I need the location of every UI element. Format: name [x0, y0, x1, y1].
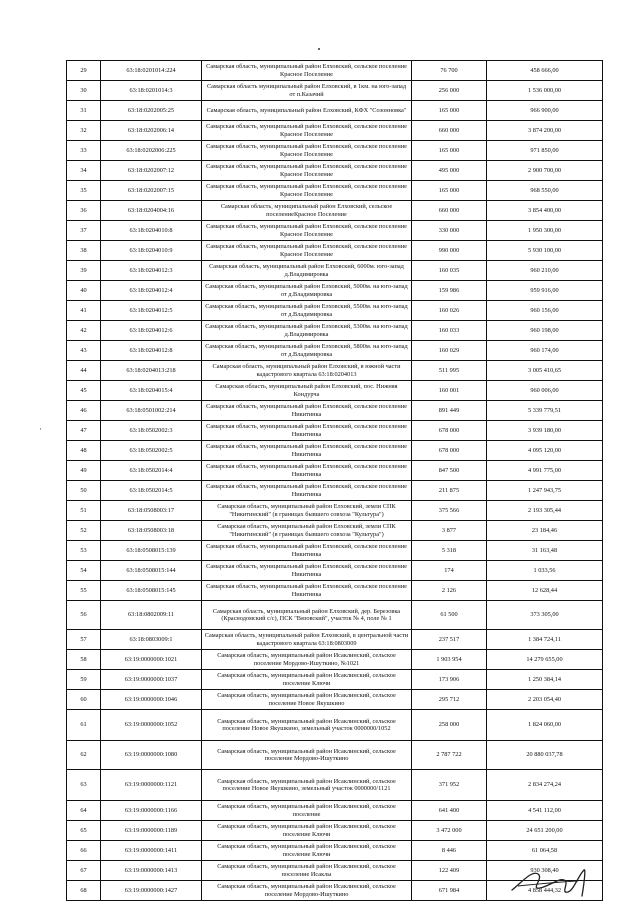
cadastral-number: 63:18:0803009:1 — [101, 630, 202, 650]
value-cell: 5 930 100,00 — [487, 241, 603, 261]
row-number: 50 — [67, 481, 101, 501]
cadastral-number: 63:18:0201014:3 — [101, 81, 202, 101]
area-cell: 122 409 — [412, 861, 487, 881]
cadastral-number: 63:18:0204004:16 — [101, 201, 202, 221]
cadastral-number: 63:18:0202007:15 — [101, 181, 202, 201]
table-row — [67, 281, 603, 301]
table-row — [67, 421, 603, 441]
address-cell: Самарская область, муниципальный район Елховский, 5000м. на юго-запад от д.Владимировка — [202, 281, 412, 301]
area-cell: 495 000 — [412, 161, 487, 181]
address-cell: Самарская область, муниципальный район Елховский, сельское поселение Никитинка — [202, 401, 412, 421]
cadastral-number: 63:18:0204015:4 — [101, 381, 202, 401]
cadastral-number: 63:18:0202006:225 — [101, 141, 202, 161]
area-cell: 2 126 — [412, 581, 487, 601]
row-number: 44 — [67, 361, 101, 381]
row-number: 45 — [67, 381, 101, 401]
area-cell: 165 000 — [412, 141, 487, 161]
area-cell: 237 517 — [412, 630, 487, 650]
table-row — [67, 321, 603, 341]
cadastral-number: 63:18:0204012:5 — [101, 301, 202, 321]
area-cell: 165 000 — [412, 101, 487, 121]
area-cell: 660 000 — [412, 121, 487, 141]
row-number: 37 — [67, 221, 101, 241]
address-cell: Самарская область, муниципальный район Елховский, сельское поселение Красное Поселение — [202, 241, 412, 261]
value-cell: 1 033,56 — [487, 561, 603, 581]
area-cell: 641 400 — [412, 801, 487, 821]
row-number: 34 — [67, 161, 101, 181]
row-number: 61 — [67, 710, 101, 741]
table-row — [67, 801, 603, 821]
address-cell: Самарская область, муниципальный район Елховский, земли СПК "Никитинский" (в границах бывшего совхоза "Культура") — [202, 521, 412, 541]
table-body — [67, 61, 603, 901]
scan-speck — [318, 48, 320, 50]
row-number: 46 — [67, 401, 101, 421]
row-number: 38 — [67, 241, 101, 261]
area-cell: 330 000 — [412, 221, 487, 241]
address-cell: Самарская область, муниципальный район Елховский, КФХ "Созонновка" — [202, 101, 412, 121]
table-row — [67, 161, 603, 181]
row-number: 31 — [67, 101, 101, 121]
area-cell: 3 877 — [412, 521, 487, 541]
value-cell: 12 628,44 — [487, 581, 603, 601]
table-row — [67, 221, 603, 241]
cadastral-number: 63:19:0000000:1046 — [101, 690, 202, 710]
row-number: 57 — [67, 630, 101, 650]
cadastral-number: 63:18:0204010:8 — [101, 221, 202, 241]
value-cell: 4 541 112,00 — [487, 801, 603, 821]
cadastral-number: 63:18:0802009:11 — [101, 601, 202, 630]
value-cell: 1 247 943,75 — [487, 481, 603, 501]
area-cell: 160 035 — [412, 261, 487, 281]
cadastral-number: 63:19:0000000:1037 — [101, 670, 202, 690]
value-cell: 1 536 000,00 — [487, 81, 603, 101]
row-number: 49 — [67, 461, 101, 481]
area-cell: 678 000 — [412, 421, 487, 441]
area-cell: 211 875 — [412, 481, 487, 501]
margin-mark: · — [39, 424, 42, 434]
row-number: 39 — [67, 261, 101, 281]
address-cell: Самарская область, муниципальный район Елховский, сельское поселение Никитинка — [202, 441, 412, 461]
cadastral-number: 63:18:0204012:4 — [101, 281, 202, 301]
value-cell: 2 900 700,00 — [487, 161, 603, 181]
table-row — [67, 101, 603, 121]
address-cell: Самарская область, муниципальный район Исаклинский, сельское поселение Мордово-Ишуткино, №1021 — [202, 650, 412, 670]
value-cell: 3 939 180,00 — [487, 421, 603, 441]
area-cell: 660 000 — [412, 201, 487, 221]
value-cell: 960 174,00 — [487, 341, 603, 361]
address-cell: Самарская область, муниципальный район Исаклинский, сельское поселение — [202, 801, 412, 821]
address-cell: Самарская область, муниципальный район Исаклинский, сельское поселение Новое Якушкино, земельный участок 0000000/1121 — [202, 770, 412, 801]
row-number: 63 — [67, 770, 101, 801]
area-cell: 295 712 — [412, 690, 487, 710]
row-number: 29 — [67, 61, 101, 81]
table-row — [67, 61, 603, 81]
address-cell: Самарская область, муниципальный район Елховский, сельское поселениеКрасное Поселение — [202, 201, 412, 221]
cadastral-number: 63:19:0000000:1427 — [101, 881, 202, 901]
area-cell: 847 500 — [412, 461, 487, 481]
row-number: 62 — [67, 741, 101, 770]
table-row — [67, 710, 603, 741]
row-number: 55 — [67, 581, 101, 601]
address-cell: Самарская область, муниципальный район Исаклинский, сельское поселение Ключи — [202, 670, 412, 690]
cadastral-number: 63:18:0501002:214 — [101, 401, 202, 421]
area-cell: 891 449 — [412, 401, 487, 421]
row-number: 48 — [67, 441, 101, 461]
table-row — [67, 770, 603, 801]
table-row — [67, 581, 603, 601]
address-cell: Самарская область, муниципальный район Исаклинский, сельское поселение Мордово-Ишуткино — [202, 881, 412, 901]
value-cell: 31 163,48 — [487, 541, 603, 561]
value-cell: 4 991 775,00 — [487, 461, 603, 481]
row-number: 54 — [67, 561, 101, 581]
cadastral-number: 63:19:0000000:1021 — [101, 650, 202, 670]
row-number: 43 — [67, 341, 101, 361]
table-row — [67, 690, 603, 710]
address-cell: Самарская область, муниципальный район Елховский, в южной части кадастрового квартала 63:18:0204013 — [202, 361, 412, 381]
cadastral-number: 63:18:0204010:9 — [101, 241, 202, 261]
table-row — [67, 841, 603, 861]
table-row — [67, 461, 603, 481]
row-number: 66 — [67, 841, 101, 861]
area-cell: 173 906 — [412, 670, 487, 690]
row-number: 64 — [67, 801, 101, 821]
row-number: 53 — [67, 541, 101, 561]
address-cell: Самарская область муниципальный район Елховский, в 1км. на юго-запад от п.Казачий — [202, 81, 412, 101]
address-cell: Самарская область, муниципальный район Елховский, сельское поселение Никитинка — [202, 581, 412, 601]
address-cell: Самарская область, муниципальный район Исаклинский, сельское поселение Ключи — [202, 821, 412, 841]
row-number: 58 — [67, 650, 101, 670]
row-number: 42 — [67, 321, 101, 341]
table-row — [67, 481, 603, 501]
address-cell: Самарская область, муниципальный район Елховский, земли СПК "Никитинский" (в границах бывшего совхоза "Культура") — [202, 501, 412, 521]
row-number: 30 — [67, 81, 101, 101]
address-cell: Самарская область, муниципальный район Елховский, сельское поселение Никитинка — [202, 561, 412, 581]
area-cell: 671 984 — [412, 881, 487, 901]
row-number: 65 — [67, 821, 101, 841]
address-cell: Самарская область, муниципальный район Елховский, пос. Нижняя Кондурча — [202, 381, 412, 401]
address-cell: Самарская область, муниципальный район Елховский, сельское поселение Никитинка — [202, 541, 412, 561]
cadastral-number: 63:18:0502002:3 — [101, 421, 202, 441]
area-cell: 76 700 — [412, 61, 487, 81]
table-row — [67, 670, 603, 690]
cadastral-number: 63:18:0204012:6 — [101, 321, 202, 341]
value-cell: 971 850,00 — [487, 141, 603, 161]
area-cell: 160 001 — [412, 381, 487, 401]
row-number: 36 — [67, 201, 101, 221]
address-cell: Самарская область, муниципальный район Елховский, сельское поселение Красное Поселение — [202, 181, 412, 201]
table-row — [67, 821, 603, 841]
value-cell: 1 950 300,00 — [487, 221, 603, 241]
value-cell: 23 184,46 — [487, 521, 603, 541]
address-cell: Самарская область, муниципальный район Исаклинский, сельское поселение Мордово-Ишуткино — [202, 741, 412, 770]
value-cell: 24 651 200,00 — [487, 821, 603, 841]
row-number: 33 — [67, 141, 101, 161]
cadastral-number: 63:18:0204013:218 — [101, 361, 202, 381]
cadastral-number: 63:19:0000000:1411 — [101, 841, 202, 861]
value-cell: 1 824 060,00 — [487, 710, 603, 741]
address-cell: Самарская область, муниципальный район Елховский, 6000м. юго-запад д.Владимировка — [202, 261, 412, 281]
table-row — [67, 181, 603, 201]
address-cell: Самарская область, муниципальный район Елховский, сельское поселение Красное Поселение — [202, 121, 412, 141]
address-cell: Самарская область, муниципальный район Елховский, сельское поселение Красное Поселение — [202, 141, 412, 161]
value-cell: 20 880 037,78 — [487, 741, 603, 770]
table-row — [67, 561, 603, 581]
area-cell: 1 903 954 — [412, 650, 487, 670]
cadastral-number: 63:18:0204012:3 — [101, 261, 202, 281]
row-number: 41 — [67, 301, 101, 321]
address-cell: Самарская область, муниципальный район Исаклинский, сельское поселение Новое Якушкино — [202, 690, 412, 710]
address-cell: Самарская область, муниципальный район Исаклинский, сельское поселение Исаклы — [202, 861, 412, 881]
row-number: 52 — [67, 521, 101, 541]
value-cell: 3 005 410,65 — [487, 361, 603, 381]
address-cell: Самарская область, муниципальный район Исаклинский, сельское поселение Ключи — [202, 841, 412, 861]
table-row — [67, 121, 603, 141]
address-cell: Самарская область, муниципальный район Исаклинский, сельское поселение Новое Якушкино, земельный участок 0000000/1052 — [202, 710, 412, 741]
row-number: 47 — [67, 421, 101, 441]
area-cell: 2 787 722 — [412, 741, 487, 770]
cadastral-number: 63:19:0000000:1189 — [101, 821, 202, 841]
value-cell: 2 193 305,44 — [487, 501, 603, 521]
value-cell: 960 198,00 — [487, 321, 603, 341]
cadastral-number: 63:18:0502014:4 — [101, 461, 202, 481]
cadastral-number: 63:19:0000000:1080 — [101, 741, 202, 770]
value-cell: 2 203 054,40 — [487, 690, 603, 710]
value-cell: 5 339 779,51 — [487, 401, 603, 421]
area-cell: 160 026 — [412, 301, 487, 321]
address-cell: Самарская область, муниципальный район Елховский, в центральной части кадастрового квартала 63:18:0803009 — [202, 630, 412, 650]
cadastral-number: 63:19:0000000:1166 — [101, 801, 202, 821]
value-cell: 968 550,00 — [487, 181, 603, 201]
area-cell: 160 033 — [412, 321, 487, 341]
area-cell: 8 446 — [412, 841, 487, 861]
cadastral-number: 63:18:0202006:14 — [101, 121, 202, 141]
row-number: 51 — [67, 501, 101, 521]
value-cell: 2 834 274,24 — [487, 770, 603, 801]
area-cell: 174 — [412, 561, 487, 581]
table-row — [67, 541, 603, 561]
value-cell: 4 095 120,00 — [487, 441, 603, 461]
value-cell: 1 384 724,11 — [487, 630, 603, 650]
table-row — [67, 401, 603, 421]
cadastral-number: 63:18:0202005:25 — [101, 101, 202, 121]
cadastral-number: 63:18:0502014:5 — [101, 481, 202, 501]
value-cell: 458 666,00 — [487, 61, 603, 81]
table-row — [67, 521, 603, 541]
table-row — [67, 81, 603, 101]
address-cell: Самарская область, муниципальный район Елховский, сельское поселение Никитинка — [202, 461, 412, 481]
value-cell: 61 064,58 — [487, 841, 603, 861]
value-cell: 1 250 384,14 — [487, 670, 603, 690]
row-number: 59 — [67, 670, 101, 690]
cadastral-number: 63:18:0508015:144 — [101, 561, 202, 581]
cadastral-number: 63:18:0508015:145 — [101, 581, 202, 601]
cadastral-number: 63:19:0000000:1052 — [101, 710, 202, 741]
value-cell: 14 279 655,00 — [487, 650, 603, 670]
cadastral-number: 63:19:0000000:1413 — [101, 861, 202, 881]
table-row — [67, 241, 603, 261]
value-cell: 4 858 444,32 — [487, 881, 603, 901]
area-cell: 256 000 — [412, 81, 487, 101]
row-number: 60 — [67, 690, 101, 710]
area-cell: 375 566 — [412, 501, 487, 521]
row-number: 32 — [67, 121, 101, 141]
cadastral-number: 63:18:0204012:8 — [101, 341, 202, 361]
value-cell: 930 308,40 — [487, 861, 603, 881]
cadastral-number: 63:18:0201014:224 — [101, 61, 202, 81]
cadastral-number: 63:19:0000000:1121 — [101, 770, 202, 801]
table-row — [67, 361, 603, 381]
cadastral-number: 63:18:0202007:12 — [101, 161, 202, 181]
land-plots-table — [66, 60, 603, 901]
address-cell: Самарская область, муниципальный район Елховский, сельское поселение Никитинка — [202, 481, 412, 501]
area-cell: 160 029 — [412, 341, 487, 361]
cadastral-number: 63:18:0508015:139 — [101, 541, 202, 561]
value-cell: 3 854 400,00 — [487, 201, 603, 221]
area-cell: 678 000 — [412, 441, 487, 461]
table-row — [67, 441, 603, 461]
address-cell: Самарская область, муниципальный район Елховский, 5800м. на юго-запад от д.Владимировка — [202, 341, 412, 361]
area-cell: 990 000 — [412, 241, 487, 261]
row-number: 56 — [67, 601, 101, 630]
area-cell: 511 995 — [412, 361, 487, 381]
value-cell: 960 156,00 — [487, 301, 603, 321]
address-cell: Самарская область, муниципальный район Елховский, сельское поселение Никитинка — [202, 421, 412, 441]
value-cell: 960 210,00 — [487, 261, 603, 281]
address-cell: Самарская область, муниципальный район Елховский, сельское поселение Красное Поселение — [202, 61, 412, 81]
area-cell: 61 500 — [412, 601, 487, 630]
table-row — [67, 341, 603, 361]
address-cell: Самарская область, муниципальный район Елховский, сельское поселение Красное Поселение — [202, 221, 412, 241]
table-row — [67, 201, 603, 221]
address-cell: Самарская область, муниципальный район Елховский, дер. Березовка (Краснодомский с/с), ПСК "Вязовский", участок № 4, поле № 1 — [202, 601, 412, 630]
area-cell: 165 000 — [412, 181, 487, 201]
table-row — [67, 501, 603, 521]
table-row — [67, 301, 603, 321]
value-cell: 3 874 200,00 — [487, 121, 603, 141]
table-row — [67, 630, 603, 650]
table-row — [67, 601, 603, 630]
area-cell: 3 472 000 — [412, 821, 487, 841]
table-row — [67, 650, 603, 670]
area-cell: 371 952 — [412, 770, 487, 801]
row-number: 35 — [67, 181, 101, 201]
area-cell: 5 318 — [412, 541, 487, 561]
row-number: 40 — [67, 281, 101, 301]
area-cell: 258 000 — [412, 710, 487, 741]
row-number: 68 — [67, 881, 101, 901]
cadastral-number: 63:18:0508003:17 — [101, 501, 202, 521]
address-cell: Самарская область, муниципальный район Елховский, сельское поселение Красное Поселение — [202, 161, 412, 181]
address-cell: Самарская область, муниципальный район Елховский, 5500м. на юго-запад от д.Владимировка — [202, 301, 412, 321]
value-cell: 960 006,00 — [487, 381, 603, 401]
signature-icon — [508, 860, 598, 900]
address-cell: Самарская область, муниципальный район Елховский, 5300м. на юго-запад д.Владимировка — [202, 321, 412, 341]
area-cell: 159 986 — [412, 281, 487, 301]
cadastral-number: 63:18:0508003:18 — [101, 521, 202, 541]
cadastral-number: 63:18:0502002:5 — [101, 441, 202, 461]
value-cell: 959 916,00 — [487, 281, 603, 301]
row-number: 67 — [67, 861, 101, 881]
table-row — [67, 141, 603, 161]
value-cell: 966 900,00 — [487, 101, 603, 121]
table-row — [67, 381, 603, 401]
table-row — [67, 261, 603, 281]
value-cell: 373 305,00 — [487, 601, 603, 630]
table-row — [67, 741, 603, 770]
